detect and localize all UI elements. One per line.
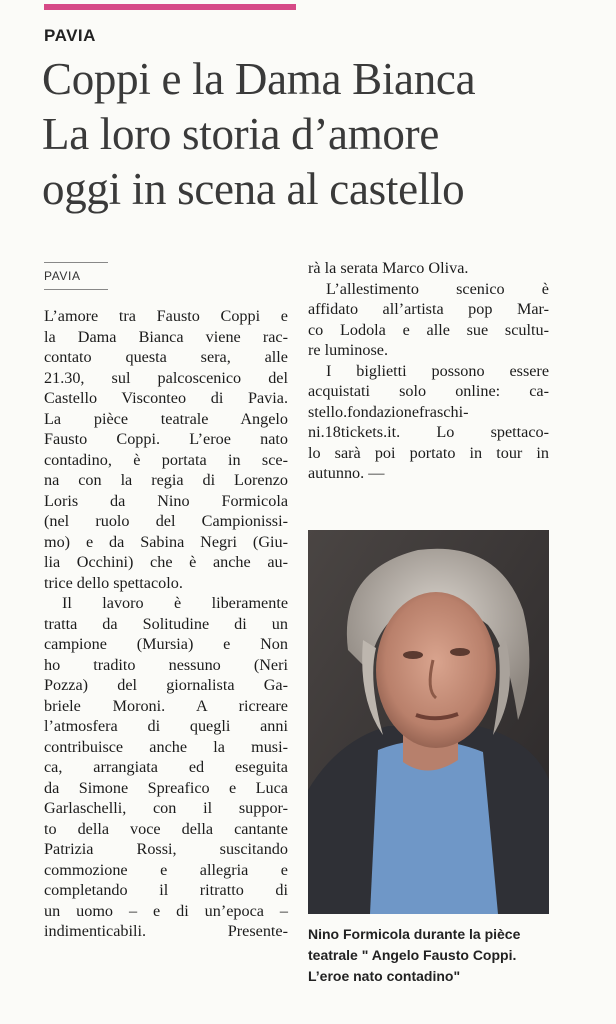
article-text-line: re luminose.	[308, 341, 389, 359]
section-color-bar	[44, 4, 296, 10]
article-text-line: Loris da Nino Formicola	[44, 491, 288, 510]
article-text-line: stello.fondazionefraschi-	[308, 402, 469, 421]
article-text-line: Castello Visconteo di Pavia.	[44, 389, 288, 407]
article-text-line: L’amore tra Fausto Coppi e	[44, 307, 288, 325]
article-text-line: I biglietti possono essere	[326, 361, 549, 380]
article-column-left	[44, 306, 288, 942]
article-text-line: ho tradito nessuno (Neri	[44, 655, 288, 674]
caption-line: teatrale " Angelo Fausto Coppi.	[308, 947, 517, 963]
photo-portrait	[308, 530, 549, 914]
article-text-line: da Simone Spreafico e Luca	[44, 778, 288, 797]
article-text-line: campione (Mursia) e Non	[44, 635, 288, 653]
headline-line: Coppi e la Dama Bianca	[42, 54, 476, 104]
article-text-line: lia Occhini) che è anche au-	[44, 553, 288, 571]
article-text-line: la Dama Bianca viene rac-	[44, 327, 288, 346]
section-label: PAVIA	[44, 26, 96, 45]
article-text-line: contadino, è portata in sce-	[44, 450, 288, 469]
article-text-line: Fausto Coppi. L’eroe nato	[44, 430, 288, 448]
article-text-line: l’atmosfera di quegli anni	[44, 717, 288, 735]
headline-line: La loro storia d’amore	[42, 109, 439, 159]
article-text-line: 21.30, sul palcoscenico del	[44, 368, 288, 387]
article-text-line: Il lavoro è liberamente	[62, 594, 288, 612]
article-text-line: Garlaschelli, con il suppor-	[44, 799, 288, 817]
article-text-line: acquistati solo online: ca-	[308, 382, 549, 400]
article-text-line: na con la regia di Lorenzo	[44, 471, 288, 489]
headline	[42, 52, 602, 217]
article-column-right	[308, 258, 549, 484]
article-text-line: co Lodola e alle sue scultu-	[308, 320, 549, 339]
article-text-line: briele Moroni. A ricreare	[44, 696, 288, 715]
article-text-line: lo sarà poi portato in tour in	[308, 443, 549, 462]
caption-line: L’eroe nato contadino"	[308, 968, 461, 984]
headline-line: oggi in scena al castello	[42, 164, 465, 214]
article-text-line: commozione e allegria e	[44, 860, 288, 879]
article-text-line: rà la serata Marco Oliva.	[308, 259, 469, 277]
article-text-line: to della voce della cantante	[44, 819, 288, 838]
article-text-line: Pozza) del giornalista Ga-	[44, 676, 288, 694]
article-text-line: affidato all’artista pop Mar-	[308, 300, 549, 318]
article-text-line: contribuisce anche la musi-	[44, 737, 288, 756]
article-text-line: ca, arrangiata ed eseguita	[44, 758, 288, 776]
article-text-line: indimenticabili. Presente-	[44, 922, 288, 940]
article-text-line: autunno. —	[308, 464, 385, 482]
article-text-line: (nel ruolo del Campionissi-	[44, 512, 288, 530]
caption-line: Nino Formicola durante la pièce	[308, 926, 521, 942]
article-text-line: L’allestimento scenico è	[326, 279, 549, 298]
article-photo	[308, 530, 549, 914]
article-text-line: La pièce teatrale Angelo	[44, 409, 288, 428]
dateline: PAVIA	[44, 262, 108, 290]
photo-caption	[308, 924, 550, 987]
article-text-line: completando il ritratto di	[44, 881, 288, 899]
article-text-line: contato questa sera, alle	[44, 348, 288, 366]
article-text-line: tratta da Solitudine di un	[44, 614, 288, 633]
article-text-line: mo) e da Sabina Negri (Giu-	[44, 532, 288, 551]
article-text-line: Patrizia Rossi, suscitando	[44, 840, 288, 858]
article-text-line: ni.18tickets.it. Lo spettaco-	[308, 423, 549, 441]
article-text-line: un uomo – e di un’epoca –	[44, 901, 288, 920]
article-text-line: trice dello spettacolo.	[44, 573, 183, 592]
